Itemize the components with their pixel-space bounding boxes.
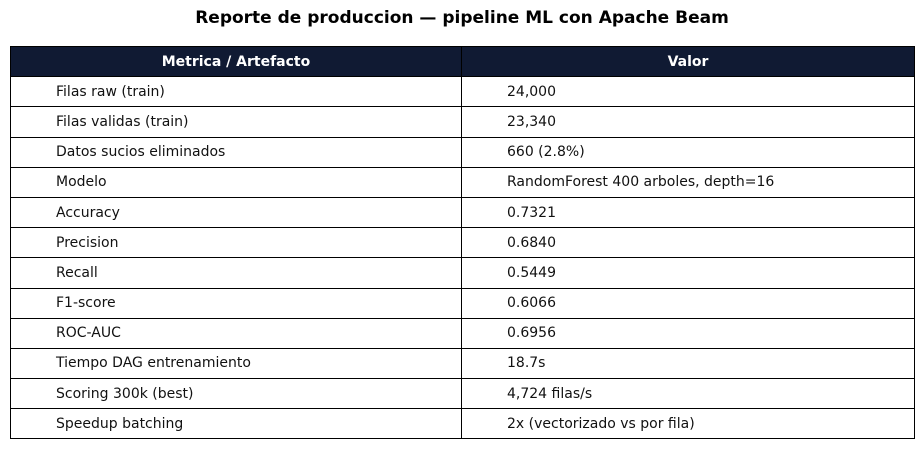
table-row xyxy=(11,167,915,197)
table-row xyxy=(11,228,915,258)
metric-cell: Recall xyxy=(11,258,462,288)
value-cell: 23,340 xyxy=(462,107,915,137)
table-row xyxy=(11,379,915,409)
value-cell: 0.6066 xyxy=(462,288,915,318)
table-row xyxy=(11,197,915,227)
value-cell: 0.6956 xyxy=(462,318,915,348)
value-cell: RandomForest 400 arboles, depth=16 xyxy=(462,167,915,197)
metric-cell: Speedup batching xyxy=(11,409,462,439)
value-cell: 2x (vectorizado vs por fila) xyxy=(462,409,915,439)
table-row xyxy=(11,258,915,288)
table-header-row xyxy=(11,47,915,77)
metric-cell: Accuracy xyxy=(11,197,462,227)
metric-cell: Filas validas (train) xyxy=(11,107,462,137)
metric-cell: Precision xyxy=(11,228,462,258)
table-row xyxy=(11,348,915,378)
table-row xyxy=(11,137,915,167)
value-cell: 0.5449 xyxy=(462,258,915,288)
column-header-metric: Metrica / Artefacto xyxy=(11,47,462,77)
value-cell: 24,000 xyxy=(462,77,915,107)
metric-cell: F1-score xyxy=(11,288,462,318)
metric-cell: Tiempo DAG entrenamiento xyxy=(11,348,462,378)
metric-cell: Datos sucios eliminados xyxy=(11,137,462,167)
table-row xyxy=(11,107,915,137)
column-header-value: Valor xyxy=(462,47,915,77)
metric-cell: ROC-AUC xyxy=(11,318,462,348)
metric-cell: Scoring 300k (best) xyxy=(11,379,462,409)
table-row xyxy=(11,77,915,107)
value-cell: 0.6840 xyxy=(462,228,915,258)
table-row xyxy=(11,288,915,318)
report-title: Reporte de produccion — pipeline ML con Apache Beam xyxy=(195,8,729,28)
metric-cell: Modelo xyxy=(11,167,462,197)
metrics-table xyxy=(10,46,915,439)
value-cell: 18.7s xyxy=(462,348,915,378)
value-cell: 660 (2.8%) xyxy=(462,137,915,167)
metric-cell: Filas raw (train) xyxy=(11,77,462,107)
table-row xyxy=(11,318,915,348)
value-cell: 4,724 filas/s xyxy=(462,379,915,409)
value-cell: 0.7321 xyxy=(462,197,915,227)
table-row xyxy=(11,409,915,439)
